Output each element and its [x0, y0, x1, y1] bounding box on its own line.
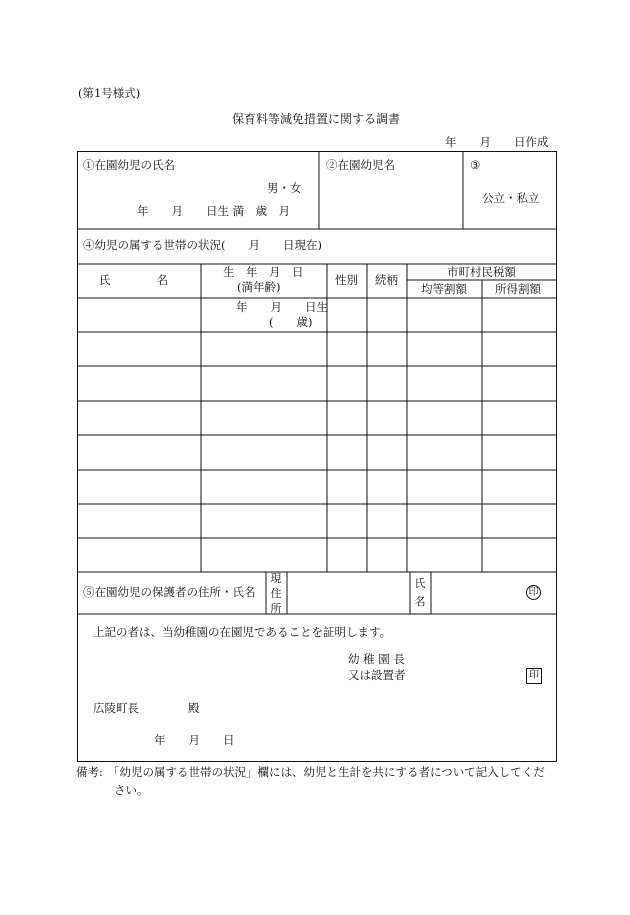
col-age: (満年齢) [237, 280, 281, 294]
col-sex: 性別 [335, 273, 358, 287]
first-row-dob: 年 月 日生 [236, 300, 328, 314]
page-title: 保育料等減免措置に関する調書 [232, 112, 401, 126]
survey-form [77, 151, 557, 762]
child-name-2-label: ②在園幼児名 [326, 158, 395, 172]
child-name-label: ①在園幼児の氏名 [83, 158, 175, 172]
col-tax-equal: 均等割額 [421, 282, 467, 296]
school-type-option[interactable]: 公立・私立 [482, 191, 540, 205]
addressee: 広陵町長 [93, 701, 139, 715]
section3-label: ③ [470, 158, 481, 172]
col-name: 氏 名 [99, 273, 168, 287]
gender-option[interactable]: 男・女 [267, 181, 302, 195]
founder-label: 又は設置者 [348, 668, 406, 682]
birth-date-age: 年 月 日生 満 歳 月 [137, 204, 291, 218]
name-label: 氏 名 [414, 577, 426, 608]
guardian-label: ⑤在園幼児の保護者の住所・氏名 [83, 585, 256, 599]
certification-statement: 上記の者は、当幼稚園の在園児であることを証明します。 [93, 625, 392, 639]
notes-line-2: さい。 [114, 783, 149, 797]
col-relation: 続柄 [375, 273, 398, 287]
guardian-seal: 印 [526, 585, 541, 600]
date-created: 年 月 日作成 [445, 135, 549, 149]
notes-line-1: 「幼児の属する世帯の状況」欄には、幼児と生計を共にする者について記入してくだ [108, 765, 545, 779]
col-municipal-tax: 市町村民税額 [447, 265, 516, 279]
form-number: (第1号様式) [78, 86, 141, 100]
notes-prefix: 備考: [76, 765, 103, 779]
household-status-label: ④幼児の属する世帯の状況( 月 日現在) [83, 238, 322, 252]
principal-seal: 印 [526, 668, 542, 684]
first-row-age: ( 歳) [269, 315, 313, 329]
certification-date: 年 月 日 [154, 733, 235, 747]
principal-label: 幼 稚 園 長 [348, 652, 405, 666]
col-dob: 生 年 月 日 [223, 265, 304, 279]
honorific: 殿 [188, 701, 200, 715]
address-label: 現 住 所 [270, 572, 282, 615]
col-tax-income: 所得割額 [495, 282, 541, 296]
